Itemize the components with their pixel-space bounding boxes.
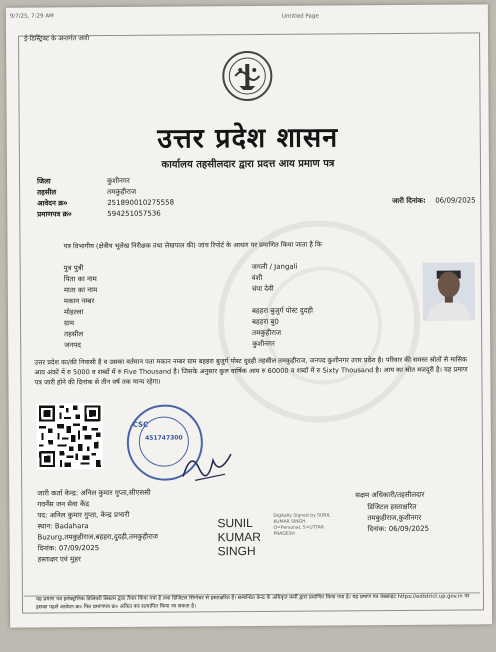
village-label: ग्राम — [64, 319, 75, 328]
issuer-date: दिनांक: 07/09/2025 — [37, 544, 100, 553]
issuer-center-name: गवर्नेंस जन सेवा केंद्र — [37, 500, 90, 509]
district-value: कुशीनगर — [107, 176, 130, 185]
mohalla-value: बहहरा बुजुर्ग पोस्ट दुदही — [251, 306, 313, 315]
district-label: जिला — [37, 177, 51, 186]
house-label: मकान नम्बर — [63, 297, 95, 306]
issuer-location-value: Buzurg,तमकुहीराज,बहहरा,दुदही,तमकुहीराज — [37, 532, 159, 542]
mother-value: चंपा देवी — [251, 284, 274, 293]
certificate-subtitle: कार्यालय तहसीलदार द्वारा प्रदत्त आय प्रमाण पत्र — [161, 158, 335, 171]
tehsil2-value: तमकुहीराज — [252, 328, 282, 337]
issued-by-center: जारी कर्ता केन्द्र: अनिल कुमार गुप्ता,सीएससी — [37, 488, 151, 498]
authority-title: सक्षम अधिकारी/तहसीलदार — [355, 490, 425, 500]
issuer-sign-label: हस्ताक्षर एवं मुहर — [37, 555, 81, 564]
watermark-emblem — [217, 220, 420, 423]
janpad-label: जनपद — [64, 341, 82, 350]
mother-label: माता का नाम — [63, 286, 98, 295]
seal-csc-text: CSC — [132, 420, 149, 429]
tehsil-label: तहसील — [37, 188, 57, 197]
digital-signer-name: SUNIL KUMAR SINGH — [217, 515, 261, 559]
mohalla-label: मोहल्ला — [63, 308, 84, 317]
digital-signature-meta: Digitally Signed by SUNIL KUMAR SINGH O=Personal, S=UTTAR PRADESH — [273, 513, 331, 537]
page-title: उत्तर प्रदेश शासन — [157, 122, 339, 155]
issue-date-label: जारी दिनांक: — [392, 196, 426, 205]
name-value: जगली / Jangali — [251, 262, 298, 271]
name-label: पुत्र पुत्री — [63, 264, 84, 273]
handwritten-signature — [177, 446, 237, 486]
authority-signature: डिजिटल हस्ताक्षरित — [367, 502, 417, 512]
issuer-location-label: स्थान: Badahara — [37, 522, 89, 531]
certificate-paper — [6, 4, 492, 627]
janpad-value: कुशीनगर — [252, 339, 275, 348]
certificate-value: 594251057536 — [107, 209, 161, 218]
body-paragraph: उत्तर प्रदेश का/की निवासी है व उसका वर्तमान पता मकान नम्बर ग्राम बहहरा बुजुर्ग पोस्ट दुदही तहसील तमकुहीराज, जनपद कुशीनगर उत्तर प्रदेश है। परिवार की समस्त स्रोतों से मासिक आय अंकों में रु 5000 व शब्दों में रु Five Thousand है। जिसके अनुसार कुल वार्षिक आय रु 60000 व शब्दों में रु Sixty Thousand है। आय का स्रोत मजदूरी है। यह प्रमाण पत्र जारी होने की दिनांक से तीन वर्ष तक मान्य रहेगा। — [34, 355, 468, 387]
tehsil2-label: तहसील — [64, 330, 84, 339]
applicant-photo — [423, 262, 475, 320]
father-label: पिता का नाम — [63, 275, 97, 284]
browser-page-title: Untitled Page — [281, 13, 319, 20]
application-value: 251890010275558 — [107, 198, 175, 207]
intro-text: पत्र विभागीय (क्षेत्रीय भूलेख निरीक्षक तथा लेखपाल की) जांच रिपोर्ट के आधार पर प्रमाणित किया जाता है कि — [63, 240, 322, 251]
browser-datetime: 9/7/25, 7:29 AM — [9, 13, 54, 20]
issuer-designation: पद: अनिल कुमार गुप्ता, केन्द्र प्रभारी — [37, 510, 130, 520]
authority-date: दिनांक: 06/09/2025 — [367, 524, 430, 534]
certificate-label: प्रमाणपत्र क्र० — [37, 210, 72, 219]
tehsil-value: तमकुहीराज — [107, 187, 137, 196]
application-label: आवेदन क्र० — [37, 199, 68, 208]
village-value: बहहरा बु0 — [252, 317, 279, 326]
authority-place: तमकुहीराज,कुशीनगर — [367, 513, 422, 523]
father-value: वंशी — [251, 273, 263, 282]
issue-date-value: 06/09/2025 — [435, 196, 476, 205]
qr-code — [37, 403, 103, 469]
footer-note: यह प्रमाण पत्र इलेक्ट्रॉनिक डिलिवरी सिस्टम द्वारा तैयार किया गया है तथा डिजिटल सिग्नेचर से हस्ताक्षरित है। सम्बन्धित केन्द्र के अधिकृत कर्मी द्वारा प्रमाणित किया गया है। यह प्रमाण पत्र वेबसाइट https://edistrict.up.gov.in पर इसका पहले आवेदन क्र० फिर प्रमाणपत्र क्र० अंकित कर सत्यापित किया जा सकता है। — [35, 593, 470, 611]
seal-number: 451747300 — [145, 434, 183, 442]
up-government-emblem-icon — [221, 50, 273, 102]
portal-label: ई-डिस्ट्रिक्ट के अन्तर्गत जारी — [24, 34, 90, 43]
